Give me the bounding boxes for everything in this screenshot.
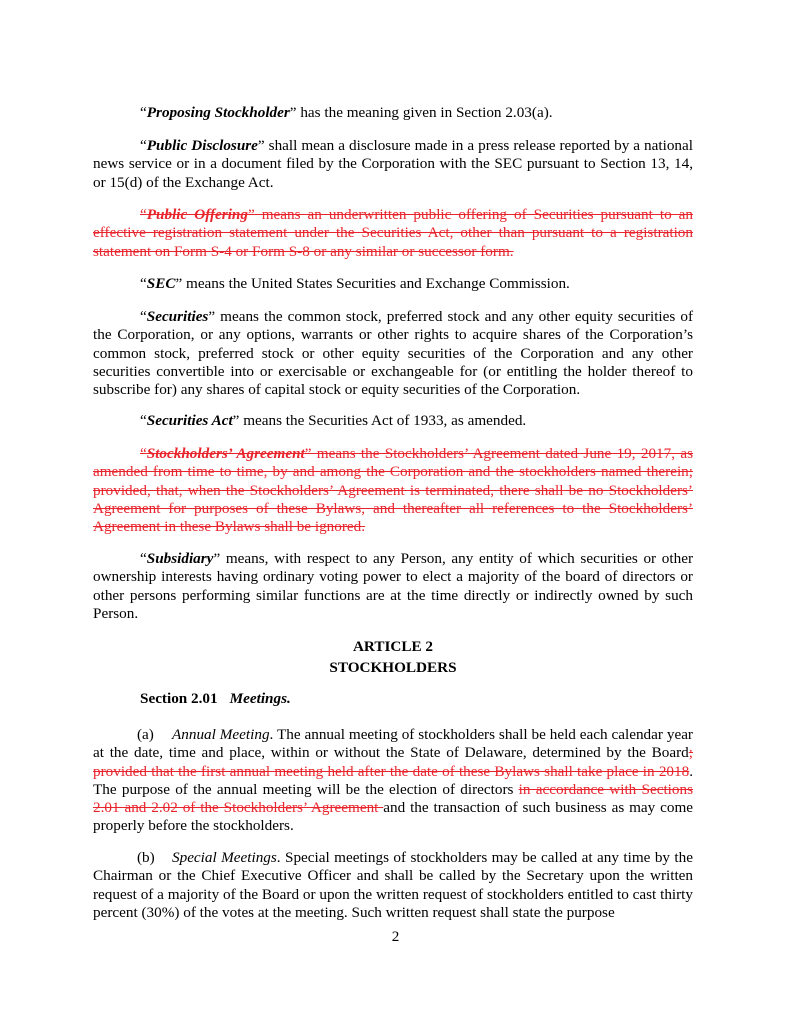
defined-term: SEC	[146, 275, 176, 292]
definition-body: ” means an underwritten public offering of Securities pursuant to an effective registration statement under the Securities Act, other than pursuant to a registration statement on Form S-4 or Form S-8 or any similar or successor form.	[93, 206, 693, 260]
annual-meeting-paragraph: (a) Annual Meeting. The annual meeting of stockholders shall be held each calendar year at the date, time and place, within or without the State of Delaware, determined by the Board; provided that the first annual meeting held after the date of these Bylaws shall take place in 2018. The purpose of the annual meeting will be the election of directors in accordance with Sections 2.01 and 2.02 of the Stockholders’ Agreement and the transaction of such business as may come properly before the stockholders.	[93, 726, 694, 835]
defined-term: Securities Act	[146, 412, 233, 429]
article-number: ARTICLE 2	[352, 638, 434, 655]
deleted-text: ; provided that the first annual meeting held after the date of these Bylaws shall take place in 2018	[93, 744, 693, 780]
definition-subsidiary: “Subsidiary” means, with respect to any Person, any entity of which securities or other ownership interests having ordinary voting power to elect a majority of the board of directors or other persons performing similar functions are at the time directly or indirectly owned by such Person.	[93, 550, 693, 622]
definition-body: ” means, with respect to any Person, any entity of which securities or other ownership interests having ordinary voting power to elect a majority of the board of directors or other persons performing similar functions are at the time directly or indirectly owned by such Person.	[93, 550, 693, 622]
section-number: Section 2.01	[140, 690, 218, 707]
page-number: 2	[391, 928, 400, 945]
subsection-label: (a)	[137, 726, 154, 743]
subsection-title: Annual Meeting	[172, 726, 270, 743]
definition-body: ” means the Stockholders’ Agreement dated June 19, 2017, as amended from time to time, by and among the Corporation and the stockholders named therein; provided, that, when the Stockholders’ Agreement is terminated, there shall be no Stockholders’ Agreement for purposes of these Bylaws, and thereafter all references to the Stockholders’ Agreement in these Bylaws shall be ignored.	[93, 445, 693, 536]
definition-body: ” shall mean a disclosure made in a press release reported by a national news service or in a document filed by the Corporation with the SEC pursuant to Section 13, 14, or 15(d) of the Exchange Act.	[93, 137, 693, 191]
definition-securities: “Securities” means the common stock, preferred stock and any other equity securities of the Corporation, or any options, warrants or other rights to acquire shares of the Corporation’s common stock, preferred stock or other equity securities of the Corporation and any other securities convertible into or exercisable or exchangeable for (or entitling the holder thereof to subscribe for) any shares of capital stock or equity securities of the Corporation.	[93, 308, 693, 399]
definition-proposing-stockholder: “Proposing Stockholder” has the meaning given in Section 2.03(a).	[140, 104, 553, 121]
definition-public-disclosure: “Public Disclosure” shall mean a disclosure made in a press release reported by a national news service or in a document filed by the Corporation with the SEC pursuant to Section 13, 14, or 15(d) of the Exchange Act.	[93, 137, 693, 191]
definition-sec: “SEC” means the United States Securities and Exchange Commission.	[140, 275, 570, 292]
section-title: Meetings.	[229, 690, 291, 707]
definition-body: ” means the common stock, preferred stock and any other equity securities of the Corporation, or any options, warrants or other rights to acquire shares of the Corporation’s common stock, preferred stock or other equity securities of the Corporation and any other securities convertible into or exercisable or exchangeable for (or entitling the holder thereof to subscribe for) any shares of capital stock or equity securities of the Corporation.	[93, 308, 693, 399]
defined-term: Stockholders’ Agreement	[146, 445, 305, 462]
defined-term: Proposing Stockholder	[146, 104, 290, 121]
article-title: STOCKHOLDERS	[329, 659, 457, 676]
definition-body: ” means the Securities Act of 1933, as amended.	[232, 412, 527, 429]
definition-body: ” means the United States Securities and Exchange Commission.	[175, 275, 570, 292]
special-meetings-paragraph: (b) Special Meetings. Special meetings of stockholders may be called at any time by the Chairman or the Chief Executive Officer and shall be called by the Secretary upon the written request of a majority of the Board or upon the written request of stockholders entitled to cast thirty percent (30%) of the votes at the meeting. Such written request shall state the purpose	[93, 849, 693, 921]
defined-term: Subsidiary	[146, 550, 214, 567]
section-heading	[140, 690, 291, 708]
subsection-label: (b)	[137, 849, 155, 866]
definition-body: ” has the meaning given in Section 2.03(a).	[289, 104, 553, 121]
defined-term: Public Offering	[146, 206, 248, 223]
defined-term: Securities	[146, 308, 209, 325]
deleted-text: in accordance with Sections 2.01 and 2.02 of the Stockholders’ Agreement	[93, 780, 693, 817]
subsection-title: Special Meetings	[172, 849, 277, 866]
defined-term: Public Disclosure	[146, 137, 258, 154]
definition-stockholders-agreement-deleted: “Stockholders’ Agreement” means the Stockholders’ Agreement dated June 19, 2017, as amended from time to time, by and among the Corporation and the stockholders named therein; provided, that, when the Stockholders’ Agreement is terminated, there shall be no Stockholders’ Agreement for purposes of these Bylaws, and thereafter all references to the Stockholders’ Agreement in these Bylaws shall be ignored.	[93, 445, 693, 536]
definition-public-offering-deleted: “Public Offering” means an underwritten public offering of Securities pursuant to an effective registration statement under the Securities Act, other than pursuant to a registration statement on Form S-4 or Form S-8 or any similar or successor form.	[93, 206, 693, 260]
definition-securities-act: “Securities Act” means the Securities Act of 1933, as amended.	[140, 412, 527, 429]
